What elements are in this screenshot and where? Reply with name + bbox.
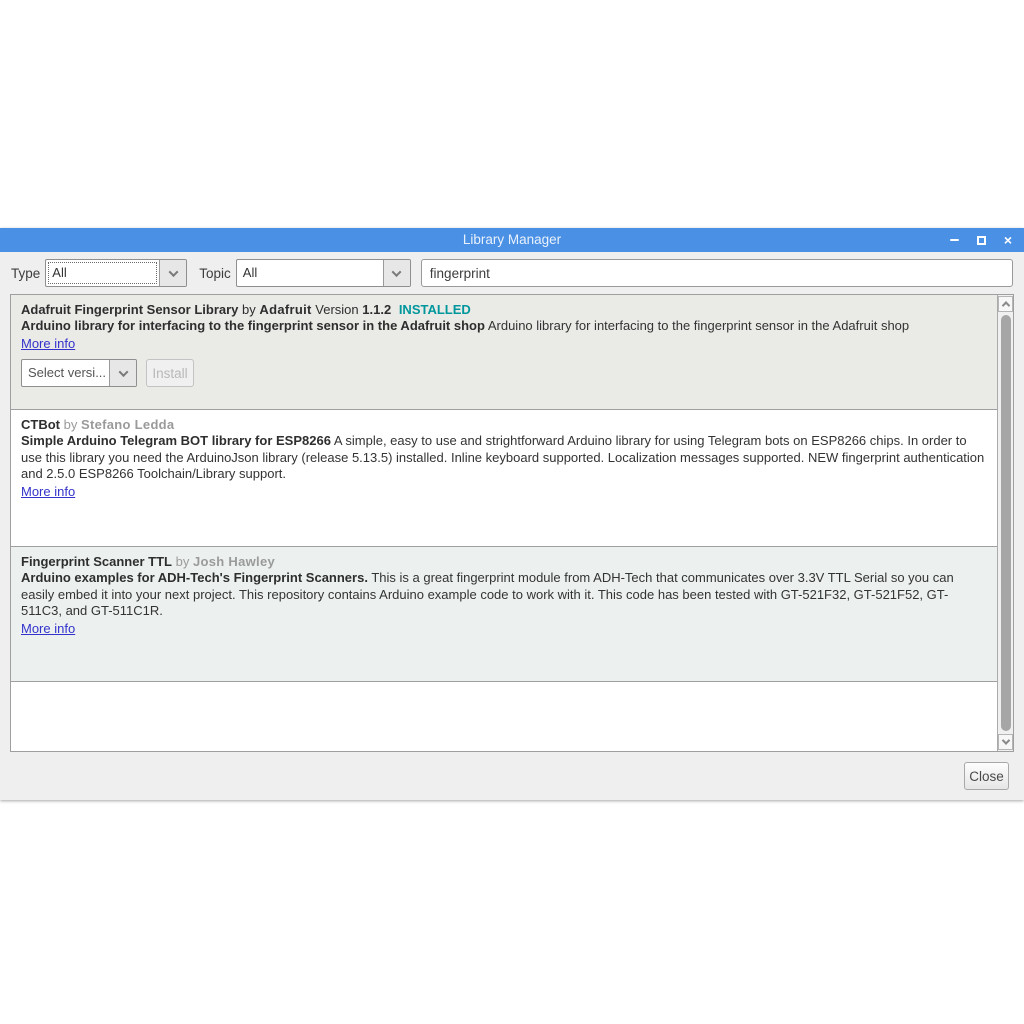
scrollbar-thumb[interactable] [1001,315,1011,731]
dialog-footer [0,752,1024,800]
description-summary: Simple Arduino Telegram BOT library for ESP8266 [21,433,331,448]
library-description [21,318,987,335]
maximize-button[interactable] [973,232,989,248]
topic-label: Topic [199,265,231,281]
version-select-dropdown[interactable] [21,359,137,387]
type-dropdown-value: All [46,260,159,286]
more-info-link[interactable]: More info [21,620,76,636]
topic-dropdown-button[interactable] [383,260,410,286]
topic-dropdown[interactable] [236,259,411,287]
by-label: by [63,417,78,432]
more-info-link[interactable]: More info [21,335,76,351]
library-author: Adafruit [259,302,312,317]
filter-toolbar [0,252,1024,294]
entry-actions [21,359,987,387]
vertical-scrollbar[interactable] [997,295,1013,751]
chevron-down-icon [118,367,128,377]
chevron-down-icon [392,267,402,277]
description-summary: Arduino examples for ADH-Tech's Fingerprint Scanners. [21,570,368,585]
library-entry-fingerprint-scanner-ttl[interactable] [11,547,997,682]
library-manager-window [0,228,1024,800]
more-info-link[interactable]: More info [21,483,76,499]
installed-badge: INSTALLED [398,302,471,317]
empty-list-area [11,682,997,752]
minimize-icon [950,239,959,241]
by-label: by [175,554,190,569]
description-summary: Arduino library for interfacing to the fingerprint sensor in the Adafruit shop [21,318,485,333]
library-description [21,570,987,620]
minimize-button[interactable] [946,232,962,248]
library-list-content [11,295,997,751]
chevron-down-icon [168,267,178,277]
library-entry-adafruit-fingerprint[interactable] [11,295,997,410]
titlebar[interactable] [0,228,1024,252]
description-text: A simple, easy to use and strightforward Arduino library for using Telegram bots on ESP8266 chips. In order to use this library you need the ArduinoJson library (release 5.13.5) installed. Inline keyboard supported. Localization messages supported. NEW fingerprint authentication and 2.5.0 ESP8266 Toolchain/Library support. [21,433,985,481]
scroll-up-button[interactable] [998,296,1013,312]
library-description [21,433,987,483]
close-icon: × [1003,232,1013,248]
close-button[interactable]: Close [964,762,1009,790]
install-button[interactable]: Install [146,359,194,387]
library-name: Fingerprint Scanner TTL [21,554,172,569]
chevron-up-icon [1001,301,1009,309]
description-text: This is a great fingerprint module from ADH-Tech that communicates over 3.3V TTL Serial so you can easily embed it into your next project. This repository contains Arduino example code to work with it. This code has been tested with GT-521F32, GT-521F52, GT-511C3, and GT-511C1R. [21,570,954,618]
library-list [10,294,1014,752]
maximize-icon [977,236,986,245]
chevron-down-icon [1001,736,1009,744]
close-window-button[interactable] [1000,232,1016,248]
entry-header [21,301,987,318]
description-text: Arduino library for interfacing to the fingerprint sensor in the Adafruit shop [487,318,910,333]
library-name: Adafruit Fingerprint Sensor Library [21,302,239,317]
type-dropdown[interactable] [45,259,187,287]
version-label: Version [315,302,359,317]
library-version: 1.1.2 [362,302,392,317]
type-dropdown-button[interactable] [159,260,186,286]
by-label: by [242,302,256,317]
version-select-value: Select versi... [28,365,107,380]
library-entry-ctbot[interactable] [11,410,997,547]
scroll-down-button[interactable] [998,734,1013,750]
library-name: CTBot [21,417,60,432]
version-select-button[interactable] [109,360,136,386]
window-controls [946,228,1016,252]
entry-header [21,416,987,433]
library-author: Stefano Ledda [80,417,175,432]
type-label: Type [11,265,41,281]
window-title: Library Manager [462,232,562,247]
search-input[interactable] [421,259,1013,287]
entry-header [21,553,987,570]
topic-dropdown-value: All [242,265,258,280]
library-author: Josh Hawley [192,554,276,569]
